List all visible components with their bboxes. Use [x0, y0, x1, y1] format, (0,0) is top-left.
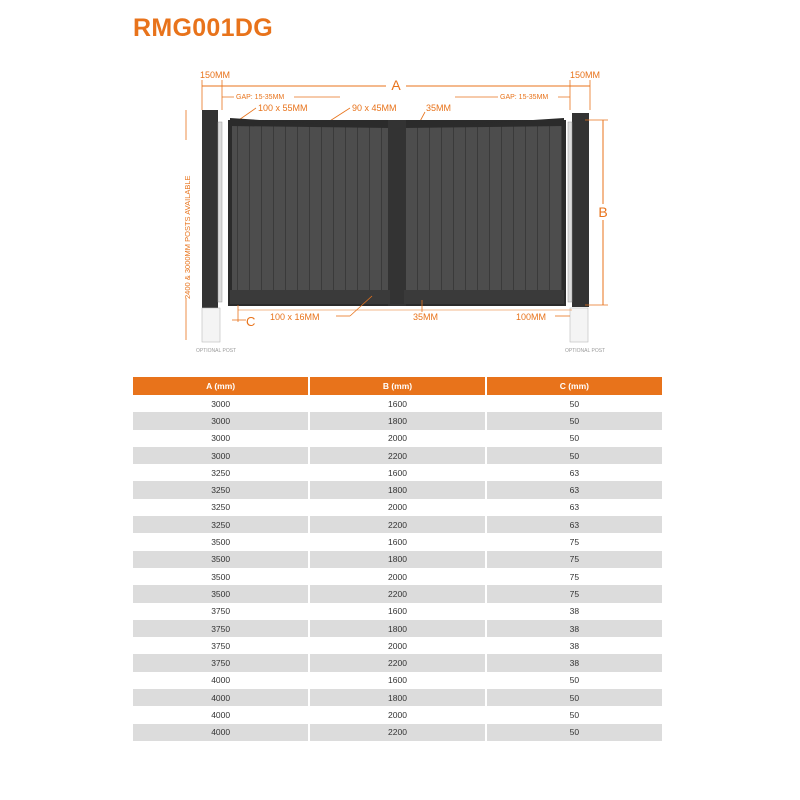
table-cell: 3000 — [133, 412, 309, 429]
table-cell: 1800 — [309, 481, 485, 498]
table-cell: 4000 — [133, 724, 309, 741]
gap-left-label: GAP: 15-35MM — [236, 94, 285, 101]
table-cell: 38 — [486, 620, 662, 637]
table-row — [133, 533, 662, 550]
table-cell: 75 — [486, 568, 662, 585]
optional-post-right: OPTIONAL POST — [565, 348, 606, 354]
table-row — [133, 706, 662, 723]
table-cell: 4000 — [133, 672, 309, 689]
table-cell: 3750 — [133, 637, 309, 654]
table-cell: 3250 — [133, 464, 309, 481]
table-cell: 38 — [486, 603, 662, 620]
table-cell: 50 — [486, 447, 662, 464]
table-cell: 1600 — [309, 395, 485, 412]
table-row — [133, 689, 662, 706]
column-header-c: C (mm) — [486, 377, 662, 395]
table-cell: 75 — [486, 533, 662, 550]
table-cell: 50 — [486, 412, 662, 429]
table-cell: 4000 — [133, 706, 309, 723]
table-cell: 3500 — [133, 533, 309, 550]
table-cell: 4000 — [133, 689, 309, 706]
table-row — [133, 568, 662, 585]
table-cell: 2000 — [309, 706, 485, 723]
post-right-width: 150MM — [570, 70, 601, 80]
table-cell: 3000 — [133, 430, 309, 447]
table-row — [133, 430, 662, 447]
table-row — [133, 724, 662, 741]
bottom-post-label: 100MM — [516, 312, 547, 322]
table-cell: 3000 — [133, 395, 309, 412]
page-title: RMG001DG — [133, 14, 273, 42]
table-cell: 3750 — [133, 620, 309, 637]
table-row — [133, 447, 662, 464]
table-cell: 3500 — [133, 568, 309, 585]
mid-rail-label: 90 x 45MM — [352, 103, 397, 113]
gap-right-label: GAP: 15-35MM — [500, 94, 549, 101]
gate-diagram — [0, 0, 800, 370]
table-cell: 3250 — [133, 516, 309, 533]
centre-post — [388, 120, 406, 306]
table-cell: 1800 — [309, 689, 485, 706]
table-cell: 1800 — [309, 412, 485, 429]
table-row — [133, 620, 662, 637]
table-cell: 2000 — [309, 430, 485, 447]
top-rail-left-label: 100 x 55MM — [258, 103, 308, 113]
table-cell: 2200 — [309, 654, 485, 671]
table-row — [133, 672, 662, 689]
table-cell: 50 — [486, 689, 662, 706]
table-cell: 2000 — [309, 568, 485, 585]
table-cell: 2200 — [309, 724, 485, 741]
table-cell: 50 — [486, 672, 662, 689]
table-row — [133, 637, 662, 654]
posts-available-label: 2400 & 3000MM POSTS AVAILABLE — [183, 175, 192, 299]
table-cell: 1800 — [309, 551, 485, 568]
table-row — [133, 654, 662, 671]
table-row — [133, 395, 662, 412]
table-cell: 3500 — [133, 551, 309, 568]
table-cell: 1600 — [309, 533, 485, 550]
top-gap-label: 35MM — [426, 103, 452, 113]
table-cell: 38 — [486, 637, 662, 654]
optional-post-left: OPTIONAL POST — [196, 348, 237, 354]
table-cell: 63 — [486, 481, 662, 498]
table-cell: 3750 — [133, 654, 309, 671]
table-row — [133, 499, 662, 516]
gate-left-leaf — [230, 122, 390, 304]
table-cell: 2200 — [309, 585, 485, 602]
table-row — [133, 464, 662, 481]
table-row — [133, 551, 662, 568]
table-cell: 2200 — [309, 516, 485, 533]
gate-right-leaf — [404, 122, 564, 304]
label-a: A — [391, 77, 401, 93]
table-cell: 1800 — [309, 620, 485, 637]
left-post — [202, 110, 218, 308]
table-cell: 75 — [486, 585, 662, 602]
table-cell: 3250 — [133, 481, 309, 498]
table-row — [133, 481, 662, 498]
table-cell: 2000 — [309, 499, 485, 516]
table-cell: 2000 — [309, 637, 485, 654]
table-cell: 63 — [486, 516, 662, 533]
bottom-gap-label: 35MM — [413, 312, 439, 322]
table-cell: 1600 — [309, 672, 485, 689]
table-header-row — [133, 377, 662, 395]
table-cell: 63 — [486, 464, 662, 481]
table-cell: 1600 — [309, 464, 485, 481]
column-header-a: A (mm) — [133, 377, 309, 395]
table-cell: 50 — [486, 430, 662, 447]
table-row — [133, 516, 662, 533]
table-cell: 38 — [486, 654, 662, 671]
label-b: B — [598, 204, 608, 220]
table-cell: 50 — [486, 724, 662, 741]
table-cell: 63 — [486, 499, 662, 516]
column-header-b: B (mm) — [309, 377, 485, 395]
right-post — [572, 113, 589, 307]
table-cell: 3000 — [133, 447, 309, 464]
table-cell: 1600 — [309, 603, 485, 620]
bottom-rail-label: 100 x 16MM — [270, 312, 320, 322]
table-cell: 3500 — [133, 585, 309, 602]
table-row — [133, 585, 662, 602]
table-cell: 3750 — [133, 603, 309, 620]
table-cell: 75 — [486, 551, 662, 568]
label-c: C — [246, 314, 256, 329]
table-cell: 50 — [486, 706, 662, 723]
table-row — [133, 603, 662, 620]
table-cell: 50 — [486, 395, 662, 412]
table-cell: 3250 — [133, 499, 309, 516]
table-cell: 2200 — [309, 447, 485, 464]
dimensions-table — [133, 377, 662, 741]
post-left-width: 150MM — [200, 70, 231, 80]
table-row — [133, 412, 662, 429]
